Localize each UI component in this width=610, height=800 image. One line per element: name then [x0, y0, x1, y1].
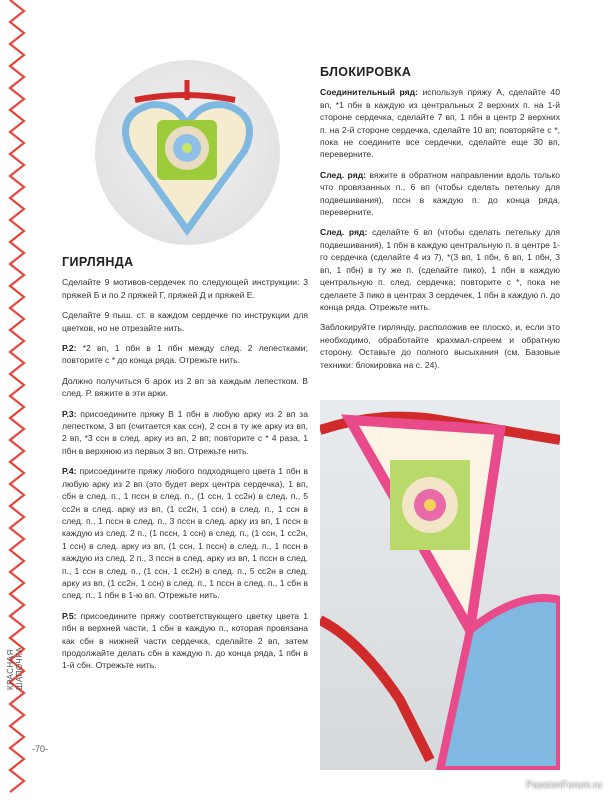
- row-4-text: присоедините пряжу любого подходящего цвета 1 пбн в любую арку из 2 вп (это будет верх центра сердечка), 1 вп, сбн в след. п., 1 пссн в след. п., (1 ссн, 1 сс2н) в след. п., 5 сс2н в след. арку из вп, (1 сс2н, 1 ссн) в след. п., 1 ссн в след. п., 1 пссн в след. п., 3 пссн в след. арку из вп, 1 пссн в каждую из след. 2 п., (1 пссн, 1 ссн) в след. п., (1 ссн, 1 сс2н, 1 ссн) в след. арку из вп, (1 ссн, 1 пссн) в след. п., 1 пссн в каждую из след. 2 п., 3 пссн в след. арку из вп, 1 пссн в след. п., 1 ссн в след. п., (1 ссн, 1 сс2н) в след. п., 5 сс2н в след. арку из вп, (1 сс2н, 1 ссн) в след. п., 1 пссн в след. п., 1 сбн в след. п., 1 пбн в 1-ю вп. Отрежьте нить.: [62, 466, 308, 601]
- next-row-2: [320, 226, 560, 313]
- garland-p2: Должно получиться 6 арок из 2 вп за каждым лепестком. В след. Р. вяжите в эти арки.: [62, 375, 308, 399]
- row-2-label: Р.2:: [62, 343, 77, 354]
- next-row-1-label: След. ряд:: [320, 169, 367, 180]
- row-3: [62, 408, 308, 458]
- next-row-2-label: След. ряд:: [320, 227, 368, 238]
- connecting-row-text: используя пряжу А, сделайте 40 вп, *1 пбн в каждую из центральных 2 верхних п. на 1-й стороне сердечка, сделайте 7 вп, 1 пбн в центр 2 верхних п. на 2-й стороне сердечка, сделайте 10 вп; повторяйте с *, пока не соедините все сердечки, сделайте еще 30 вп, переверните.: [320, 87, 560, 160]
- row-4-label: Р.4:: [62, 466, 77, 477]
- heading-blocking: БЛОКИРОВКА: [320, 65, 412, 79]
- watermark: PassionForum.ru: [525, 780, 602, 791]
- connecting-row: [320, 86, 560, 160]
- section-label: КРАСНАЯ ШАПОЧКА: [6, 646, 24, 690]
- next-row-1-text: вяжите в обратном направлении вдоль только что провязанных п., 6 вп (чтобы сделать петельку для подвешивания), пссн в каждую п. до конца ряда, переверните.: [320, 169, 560, 218]
- page-number: -70-: [32, 744, 49, 754]
- row-4: [62, 465, 308, 601]
- row-2: [62, 342, 308, 367]
- row-2-text: *2 вп, 1 пбн в 1 пбн между след. 2 лепестками; повторите с * до конца ряда. Отрежьте нить.: [62, 343, 308, 366]
- blocking-final: Заблокируйте гирлянду, расположив ее плоско, и, если это необходимо, обработайте крахмал-спреем и обратную сторону. Оставьте до полного высыхания (см. Базовые техники: блокировка на с. 24).: [320, 322, 560, 370]
- row-3-text: присоедините пряжу В 1 пбн в любую арку из 2 вп за лепестком, 3 вп (считается как ссн), 2 ссн в ту же арку из вп, 2 вп, *3 ссн в след. арку из вп, 2 вп; повторите с * 4 раза, 1 пбн в верхнюю из первых 3 вп. Отрежьте нить.: [62, 408, 308, 456]
- heading-garland: ГИРЛЯНДА: [62, 255, 134, 269]
- garland-p1: Сделайте 9 пыш. ст. в каждом сердечке по инструкции для цветков, но не отрезайте нить.: [62, 310, 308, 333]
- row-3-label: Р.3:: [62, 408, 77, 419]
- row-5: [62, 610, 308, 672]
- connecting-row-label: Соединительный ряд:: [320, 87, 418, 98]
- row-5-label: Р.5:: [62, 610, 77, 621]
- row-5-text: присоедините пряжу соответствующего цветку цвета 1 пбн в верхней части, 1 сбн в каждую п., которая провязана как сбн в нижней части сердечка, сделайте 2 вп, затем продолжайте делать сбн в каждую п. до конца ряда, 1 пбн в 1-й сбн. Отрежьте нить.: [62, 610, 308, 671]
- right-column: [320, 66, 560, 379]
- left-column: [62, 256, 308, 680]
- garland-photo: [320, 400, 560, 770]
- garland-intro: Сделайте 9 мотивов-сердечек по следующей инструкции: 3 пряжей Б и по 2 пряжей Г, пряжей Д и пряжей Е.: [62, 277, 308, 300]
- heart-motif-photo: [95, 60, 280, 245]
- next-row-1: [320, 169, 560, 219]
- next-row-2-text: сделайте 6 вп (чтобы сделать петельку для подвешивания), 1 пбн в каждую центральную п. в центре 1-го сердечка (сделайте 4 из 7), *(3 вп, 1 пбн, 6 вп, 1 пбн, 3 вп, 1 пбн) в ту же п. (сделайте пико), 1 пбн в каждую центральную п. след. сердечка; повторите с *, пока не сделаете 3 пико в центрах 3 сердечек, 1 пбн в каждую п. до конца ряда. Отрежьте нить.: [320, 227, 561, 312]
